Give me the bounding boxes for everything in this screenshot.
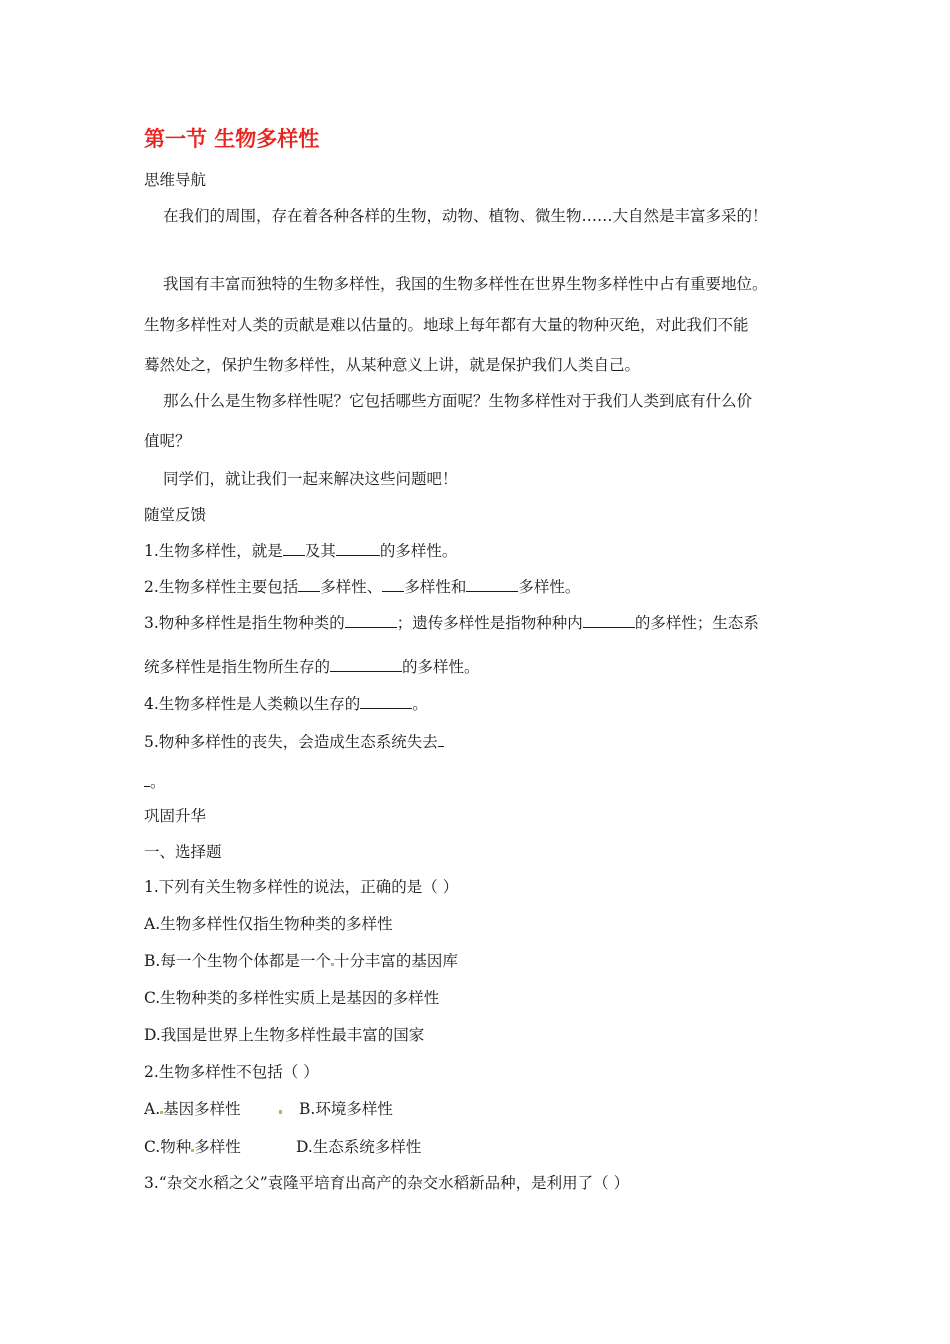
intro-paragraph-2-line-3: 蓦然处之，保护生物多样性，从某种意义上讲，就是保护我们人类自己。 <box>144 356 641 374</box>
answer-blank <box>345 613 397 628</box>
answer-blank <box>298 577 320 592</box>
text: 多样性和 <box>404 578 467 596</box>
text: B.每一个生物个体都是一个 <box>144 952 331 970</box>
answer-blank <box>360 694 412 709</box>
text: 1.生物多样性，就是 <box>144 542 283 560</box>
text: 的多样性。 <box>402 658 480 676</box>
choice-question-1: 1.下列有关生物多样性的说法，正确的是（ ） <box>144 878 459 896</box>
answer-blank <box>466 577 518 592</box>
section-heading-consolidate: 巩固升华 <box>144 807 207 825</box>
choice-question-2: 2.生物多样性不包括（ ） <box>144 1063 319 1081</box>
text: 多样性、 <box>320 578 383 596</box>
intro-paragraph-2-line-2: 生物多样性对人类的贡献是难以估量的。地球上每年都有大量的物种灭绝，对此我们不能 <box>144 316 749 334</box>
choice-option-2b: B.环境多样性 <box>299 1100 393 1118</box>
answer-blank <box>330 657 402 672</box>
choice-option-1a: A.生物多样性仅指生物种类的多样性 <box>144 915 393 933</box>
text: ；遗传多样性是指物种种内 <box>396 614 583 632</box>
answer-blank <box>283 541 305 556</box>
text: 及其 <box>304 542 336 560</box>
intro-paragraph-4: 同学们，就让我们一起来解决这些问题吧！ <box>163 470 458 488</box>
feedback-question-3 <box>144 613 759 633</box>
text: 3.物种多样性是指生物种类的 <box>144 614 345 632</box>
section-heading-choice: 一、选择题 <box>144 843 222 861</box>
feedback-question-5 <box>144 732 444 752</box>
answer-blank <box>438 732 444 747</box>
intro-paragraph-3: 那么什么是生物多样性呢？它包括哪些方面呢？生物多样性对于我们人类到底有什么价 <box>163 392 753 410</box>
text: 的多样性。 <box>379 542 458 560</box>
feedback-question-4 <box>144 694 428 714</box>
choice-option-1b <box>144 951 458 971</box>
feedback-question-2 <box>144 577 580 597</box>
choice-option-1d: D.我国是世界上生物多样性最丰富的国家 <box>144 1026 425 1044</box>
text: 4.生物多样性是人类赖以生存的 <box>144 695 361 713</box>
text: 十分丰富的基因库 <box>333 952 458 970</box>
text: 2.生物多样性主要包括 <box>144 578 299 596</box>
feedback-question-3-line-2 <box>144 657 480 677</box>
text: 的多样性；生态系 <box>634 614 759 632</box>
choice-option-1c: C.生物种类的多样性实质上是基因的多样性 <box>144 989 440 1007</box>
text: 。 <box>150 773 166 791</box>
text: 多样性 <box>194 1138 241 1156</box>
answer-blank <box>336 541 380 556</box>
choice-question-3: 3.“杂交水稻之父”袁隆平培育出高产的杂交水稻新品种，是利用了（ ） <box>144 1174 630 1192</box>
text: 。 <box>412 695 428 713</box>
intro-paragraph-2: 我国有丰富而独特的生物多样性，我国的生物多样性在世界生物多样性中占有重要地位。 <box>163 275 768 293</box>
choice-option-2c <box>144 1137 241 1157</box>
answer-blank <box>382 577 404 592</box>
choice-option-2d: D.生态系统多样性 <box>296 1138 422 1156</box>
choice-option-2a <box>144 1099 241 1119</box>
intro-paragraph-1: 在我们的周围，存在着各种各样的生物，动物、植物、微生物……大自然是丰富多采的！ <box>163 207 768 225</box>
text: C.物种 <box>144 1138 192 1156</box>
feedback-question-5-line-2 <box>144 772 166 792</box>
text: A. <box>144 1100 161 1118</box>
text: 多样性。 <box>518 578 581 596</box>
page-title: 第一节 生物多样性 <box>144 127 320 151</box>
stray-mark <box>279 1110 282 1114</box>
text: 统多样性是指生物所生存的 <box>144 658 331 676</box>
answer-blank <box>583 613 635 628</box>
feedback-question-1 <box>144 541 457 561</box>
section-heading-feedback: 随堂反馈 <box>144 506 207 524</box>
text: 5.物种多样性的丧失，会造成生态系统失去 <box>144 733 438 751</box>
intro-paragraph-3-line-2: 值呢？ <box>144 432 191 450</box>
section-heading-nav: 思维导航 <box>144 171 207 189</box>
text: 基因多样性 <box>163 1100 241 1118</box>
